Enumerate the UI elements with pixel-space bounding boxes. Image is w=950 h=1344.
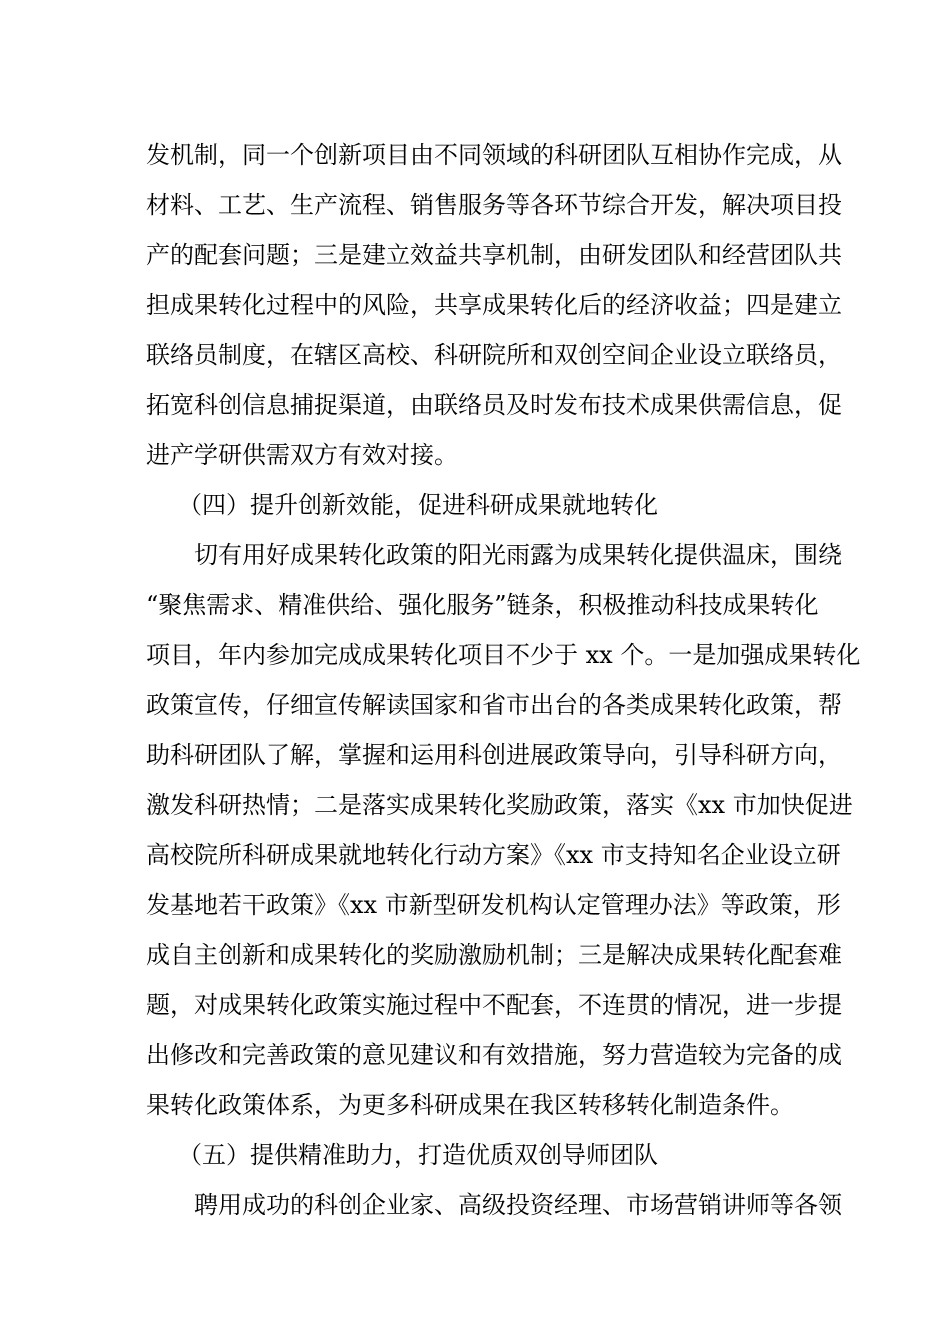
text-line-4: 担成果转化过程中的风险，共享成果转化后的经济收益；四是建立 bbox=[146, 291, 842, 319]
text-line-22: 聘用成功的科创企业家、高级投资经理、市场营销讲师等各领 bbox=[194, 1191, 842, 1219]
text-line-15: 高校院所科研成果就地转化行动方案》《xx 市支持知名企业设立研 bbox=[146, 841, 841, 869]
section-heading-5: （五）提供精准助力，打造优质双创导师团队 bbox=[178, 1141, 658, 1169]
text-line-3: 产的配套问题；三是建立效益共享机制，由研发团队和经营团队共 bbox=[146, 241, 842, 269]
text-line-7: 进产学研供需双方有效对接。 bbox=[146, 441, 458, 469]
text-line-9: 切有用好成果转化政策的阳光雨露为成果转化提供温床，围绕 bbox=[194, 541, 842, 569]
text-line-10: “聚焦需求、精准供给、强化服务”链条，积极推动科技成果转化 bbox=[146, 591, 819, 619]
text-line-18: 题，对成果转化政策实施过程中不配套，不连贯的情况，进一步提 bbox=[146, 991, 842, 1019]
text-line-2: 材料、工艺、生产流程、销售服务等各环节综合开发，解决项目投 bbox=[146, 191, 842, 219]
text-line-13: 助科研团队了解，掌握和运用科创进展政策导向，引导科研方向， bbox=[146, 741, 842, 769]
text-line-14: 激发科研热情；二是落实成果转化奖励政策，落实《xx 市加快促进 bbox=[146, 791, 853, 819]
text-line-5: 联络员制度，在辖区高校、科研院所和双创空间企业设立联络员， bbox=[146, 341, 842, 369]
section-heading-4: （四）提升创新效能，促进科研成果就地转化 bbox=[178, 491, 658, 519]
text-line-12: 政策宣传，仔细宣传解读国家和省市出台的各类成果转化政策，帮 bbox=[146, 691, 842, 719]
text-line-16: 发基地若干政策》《xx 市新型研发机构认定管理办法》等政策，形 bbox=[146, 891, 841, 919]
text-line-19: 出修改和完善政策的意见建议和有效措施，努力营造较为完备的成 bbox=[146, 1041, 842, 1069]
text-line-1: 发机制，同一个创新项目由不同领域的科研团队互相协作完成，从 bbox=[146, 141, 842, 169]
text-line-17: 成自主创新和成果转化的奖励激励机制；三是解决成果转化配套难 bbox=[146, 941, 842, 969]
text-line-6: 拓宽科创信息捕捉渠道，由联络员及时发布技术成果供需信息，促 bbox=[146, 391, 842, 419]
text-line-11: 项目，年内参加完成成果转化项目不少于 xx 个。一是加强成果转化 bbox=[146, 641, 861, 669]
text-line-20: 果转化政策体系，为更多科研成果在我区转移转化制造条件。 bbox=[146, 1091, 794, 1119]
